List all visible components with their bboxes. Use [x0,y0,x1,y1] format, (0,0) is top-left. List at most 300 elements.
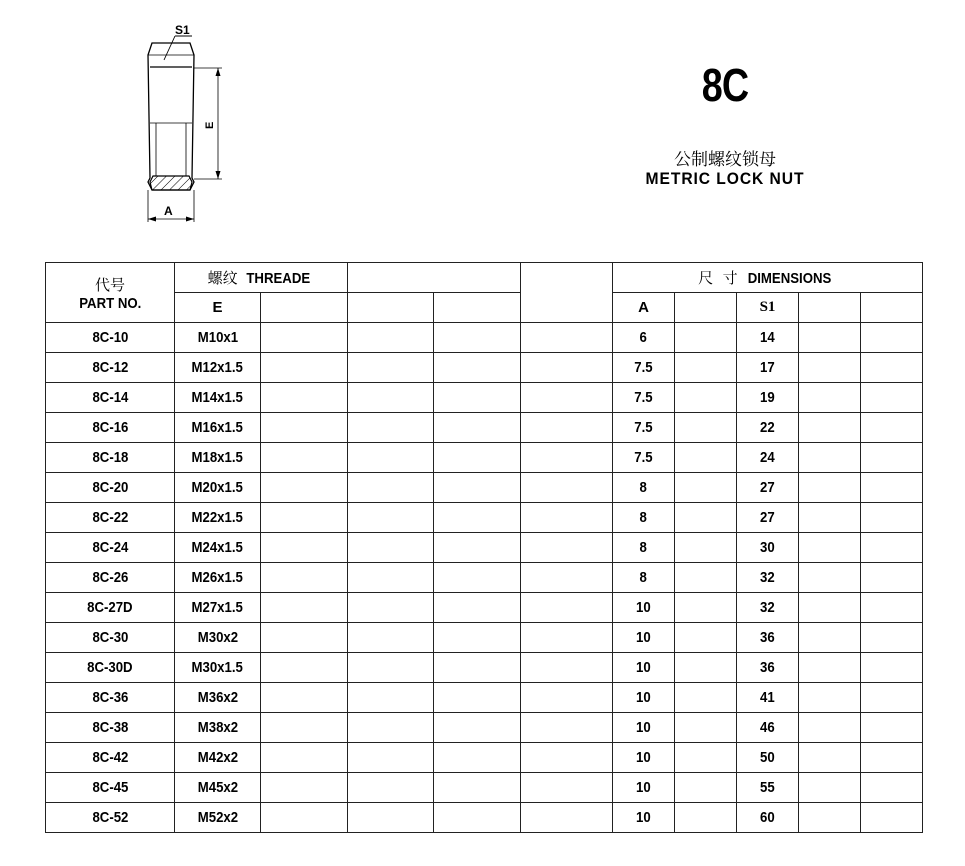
product-code-title: 8C [701,59,749,111]
header-row-1 [46,263,923,293]
cell-dim-a [613,803,675,833]
cell-empty [675,743,737,773]
cell-thread-e-text: M20x1.5 [191,479,244,496]
cell-dim-a [613,683,675,713]
cell-dim-a [613,593,675,623]
header-part-en: PART NO. [78,294,142,312]
cell-thread-e-text: M30x2 [197,629,238,646]
cell-dim-a-text: 8 [639,509,648,526]
cell-empty [675,653,737,683]
cell-dim-a-text: 10 [636,599,651,616]
cell-part-no-text: 8C-20 [92,479,128,496]
cell-empty [799,683,861,713]
cell-empty [434,323,521,353]
cell-empty [521,653,613,683]
cell-empty [348,653,434,683]
cell-empty [434,803,521,833]
table-row [46,413,923,443]
cell-empty [261,383,348,413]
cell-thread-e-text: M26x1.5 [191,569,244,586]
cell-dim-s1-text: 46 [760,719,775,736]
cell-empty [261,623,348,653]
cell-thread-e-text: M18x1.5 [191,449,244,466]
cell-empty [434,713,521,743]
cell-empty [261,803,348,833]
cell-dim-a-text: 8 [639,569,648,586]
cell-dim-a [613,473,675,503]
cell-empty [799,563,861,593]
cell-empty [799,743,861,773]
cell-thread-e [175,503,261,533]
cell-empty [348,563,434,593]
cell-empty [675,563,737,593]
cell-dim-a-text: 7.5 [634,419,653,436]
cell-dim-s1 [737,383,799,413]
cell-empty [861,773,923,803]
cell-dim-s1-text: 32 [760,569,775,586]
cell-part-no-text: 8C-38 [92,719,128,736]
cell-empty [675,353,737,383]
cell-empty [521,503,613,533]
table-row [46,323,923,353]
cell-empty [521,413,613,443]
cell-dim-a [613,743,675,773]
header-col-s1: S1 [737,293,799,323]
cell-dim-s1-text: 32 [760,599,775,616]
cell-dim-s1 [737,473,799,503]
cell-thread-e [175,683,261,713]
cell-thread-e-text: M14x1.5 [191,389,244,406]
cell-empty [861,413,923,443]
cell-empty [521,683,613,713]
table-row [46,623,923,653]
cell-thread-e [175,743,261,773]
cell-dim-s1-text: 50 [760,749,775,766]
cell-empty [521,443,613,473]
cell-empty [799,773,861,803]
cell-empty [348,773,434,803]
cell-empty [261,653,348,683]
cell-empty [261,533,348,563]
cell-part-no-text: 8C-30 [92,629,128,646]
cell-dim-s1-text: 14 [760,329,775,346]
table-row [46,473,923,503]
cell-part-no [46,653,175,683]
header-dim-cn: 尺 寸 [698,269,738,287]
cell-dim-s1 [737,323,799,353]
cell-dim-s1-text: 36 [760,629,775,646]
cell-empty [521,323,613,353]
table-row [46,743,923,773]
cell-dim-s1-text: 19 [760,389,775,406]
cell-part-no [46,473,175,503]
cell-thread-e-text: M42x2 [197,749,238,766]
cell-dim-a [613,383,675,413]
cell-empty [861,353,923,383]
cell-dim-a-text: 10 [636,719,651,736]
cell-dim-a-text: 6 [639,329,648,346]
cell-dim-a-text: 10 [636,749,651,766]
cell-dim-s1 [737,593,799,623]
cell-thread-e-text: M30x1.5 [191,659,244,676]
header-empty [799,293,861,323]
header-empty [261,293,348,323]
cell-empty [521,533,613,563]
cell-dim-a [613,563,675,593]
header-dim-en: DIMENSIONS [747,270,832,287]
table-row [46,503,923,533]
cell-empty [261,593,348,623]
cell-empty [675,383,737,413]
cell-empty [799,353,861,383]
cell-thread-e-text: M22x1.5 [191,509,244,526]
cell-empty [261,323,348,353]
cell-thread-e [175,623,261,653]
cell-empty [348,443,434,473]
cell-part-no-text: 8C-36 [92,689,128,706]
cell-empty [675,713,737,743]
header-blank-2 [521,263,613,323]
cell-dim-s1-text: 24 [760,449,775,466]
cell-part-no [46,353,175,383]
header-col-e: E [175,293,261,323]
cell-part-no [46,773,175,803]
cell-empty [861,653,923,683]
cell-empty [521,713,613,743]
header-part-cn: 代号 [94,275,125,294]
cell-empty [861,593,923,623]
cell-empty [348,323,434,353]
cell-empty [261,353,348,383]
cell-part-no [46,533,175,563]
header-empty [348,293,434,323]
cell-empty [861,533,923,563]
header-row-2 [46,293,923,323]
cell-part-no [46,323,175,353]
cell-empty [675,413,737,443]
cell-empty [434,683,521,713]
cell-empty [434,353,521,383]
cell-thread-e [175,383,261,413]
table-row [46,533,923,563]
cell-empty [261,473,348,503]
cell-empty [861,503,923,533]
cell-empty [861,803,923,833]
cell-empty [675,443,737,473]
cell-part-no [46,623,175,653]
cell-dim-a-text: 7.5 [634,359,653,376]
cell-empty [675,323,737,353]
cell-thread-e [175,323,261,353]
cell-dim-a [613,443,675,473]
table-row [46,353,923,383]
cell-thread-e-text: M10x1 [197,329,238,346]
cell-empty [348,473,434,503]
cell-part-no-text: 8C-26 [92,569,128,586]
cell-dim-s1 [737,713,799,743]
cell-dim-a [613,323,675,353]
cell-dim-a [613,503,675,533]
cell-empty [799,503,861,533]
cell-empty [861,743,923,773]
cell-thread-e-text: M38x2 [197,719,238,736]
cell-dim-a-text: 7.5 [634,389,653,406]
cell-empty [799,323,861,353]
cell-dim-a-text: 7.5 [634,449,653,466]
cell-empty [675,533,737,563]
cell-part-no-text: 8C-27D [87,599,133,616]
cell-thread-e [175,473,261,503]
cell-dim-a-text: 10 [636,779,651,796]
cell-empty [521,773,613,803]
cell-dim-a [613,773,675,803]
spec-table [45,262,923,833]
cell-empty [434,383,521,413]
cell-empty [434,503,521,533]
cell-part-no-text: 8C-42 [92,749,128,766]
cell-empty [348,413,434,443]
cell-empty [675,773,737,803]
cell-empty [521,563,613,593]
cell-part-no-text: 8C-14 [92,389,128,406]
cell-dim-a-text: 8 [639,479,648,496]
cell-empty [861,563,923,593]
header-blank-1 [348,263,521,293]
cell-empty [861,473,923,503]
cell-part-no-text: 8C-22 [92,509,128,526]
cell-empty [675,503,737,533]
cell-empty [521,383,613,413]
cell-dim-a [613,653,675,683]
cell-dim-a-text: 10 [636,809,651,826]
cell-thread-e-text: M36x2 [197,689,238,706]
cell-part-no-text: 8C-12 [92,359,128,376]
table-row [46,593,923,623]
cell-part-no [46,803,175,833]
cell-empty [521,803,613,833]
cell-thread-e [175,413,261,443]
cell-empty [348,533,434,563]
cell-dim-s1 [737,503,799,533]
cell-dim-a [613,353,675,383]
cell-dim-s1-text: 22 [760,419,775,436]
cell-dim-s1-text: 36 [760,659,775,676]
cell-empty [261,743,348,773]
lock-nut-drawing [120,10,240,230]
label-e: E [204,121,216,129]
cell-part-no-text: 8C-30D [87,659,133,676]
cell-empty [348,623,434,653]
cell-empty [434,563,521,593]
cell-empty [261,773,348,803]
cell-dim-a-text: 10 [636,659,651,676]
cell-empty [348,383,434,413]
cell-empty [799,623,861,653]
cell-dim-s1-text: 27 [760,479,775,496]
cell-empty [348,713,434,743]
cell-dim-s1 [737,533,799,563]
cell-empty [434,413,521,443]
cell-dim-s1 [737,413,799,443]
cell-part-no [46,443,175,473]
cell-part-no-text: 8C-24 [92,539,128,556]
cell-empty [675,683,737,713]
cell-dim-s1 [737,773,799,803]
cell-dim-a [613,413,675,443]
cell-part-no-text: 8C-45 [92,779,128,796]
cell-empty [799,533,861,563]
cell-part-no [46,743,175,773]
header-thread [175,263,348,293]
cell-dim-a-text: 8 [639,539,648,556]
cell-empty [799,413,861,443]
cell-thread-e [175,353,261,383]
cell-dim-a [613,533,675,563]
cell-empty [861,683,923,713]
cell-part-no-text: 8C-10 [92,329,128,346]
product-name-cn: 公制螺纹锁母 [674,150,776,170]
header-empty [434,293,521,323]
table-row [46,713,923,743]
cell-part-no [46,413,175,443]
cell-thread-e-text: M52x2 [197,809,238,826]
cell-dim-s1-text: 27 [760,509,775,526]
cell-empty [861,443,923,473]
cell-thread-e [175,533,261,563]
cell-empty [434,443,521,473]
cell-dim-s1-text: 17 [760,359,775,376]
cell-empty [348,683,434,713]
cell-thread-e [175,803,261,833]
table-row [46,773,923,803]
table-row [46,653,923,683]
table-row [46,683,923,713]
cell-empty [675,623,737,653]
cell-empty [434,743,521,773]
cell-dim-s1 [737,563,799,593]
cell-empty [861,383,923,413]
cell-thread-e [175,713,261,743]
cell-dim-s1 [737,803,799,833]
cell-empty [861,323,923,353]
header-part-no [46,263,175,323]
cell-part-no [46,383,175,413]
cell-part-no-text: 8C-18 [92,449,128,466]
cell-empty [261,503,348,533]
cell-part-no [46,683,175,713]
cell-dim-s1-text: 55 [760,779,775,796]
header-thread-en: THREADE [246,270,310,287]
cell-dim-s1 [737,653,799,683]
header-thread-cn: 螺纹 [207,269,238,287]
label-s1: S1 [175,23,190,37]
cell-empty [434,473,521,503]
cell-dim-a-text: 10 [636,689,651,706]
cell-empty [799,803,861,833]
cell-empty [348,503,434,533]
cell-empty [434,593,521,623]
cell-thread-e-text: M12x1.5 [191,359,244,376]
cell-part-no [46,713,175,743]
header-col-a: A [613,293,675,323]
cell-part-no [46,593,175,623]
cell-thread-e-text: M27x1.5 [191,599,244,616]
cell-thread-e-text: M45x2 [197,779,238,796]
cell-empty [348,353,434,383]
cell-empty [799,383,861,413]
table-row [46,443,923,473]
cell-empty [521,623,613,653]
cell-thread-e-text: M16x1.5 [191,419,244,436]
cell-dim-a [613,713,675,743]
header-empty [861,293,923,323]
cell-dim-s1 [737,743,799,773]
cell-thread-e [175,593,261,623]
cell-empty [521,473,613,503]
cell-dim-s1-text: 41 [760,689,775,706]
cell-empty [675,473,737,503]
table-row [46,803,923,833]
cell-empty [434,653,521,683]
cell-empty [799,653,861,683]
cell-empty [434,533,521,563]
cell-dim-s1 [737,443,799,473]
header-empty [675,293,737,323]
cell-empty [348,743,434,773]
cell-dim-a-text: 10 [636,629,651,646]
cell-dim-s1-text: 30 [760,539,775,556]
cell-empty [799,473,861,503]
cell-part-no [46,563,175,593]
cell-empty [799,713,861,743]
cell-empty [261,443,348,473]
cell-thread-e [175,653,261,683]
cell-dim-s1 [737,623,799,653]
product-name-en: METRIC LOCK NUT [645,169,805,188]
cell-dim-s1 [737,353,799,383]
cell-thread-e-text: M24x1.5 [191,539,244,556]
cell-empty [261,563,348,593]
cell-part-no [46,503,175,533]
cell-thread-e [175,443,261,473]
cell-empty [348,593,434,623]
cell-thread-e [175,773,261,803]
cell-part-no-text: 8C-16 [92,419,128,436]
header-dimensions [613,263,923,293]
cell-dim-s1 [737,683,799,713]
label-a: A [164,204,173,218]
cell-empty [861,713,923,743]
cell-empty [521,593,613,623]
cell-part-no-text: 8C-52 [92,809,128,826]
cell-empty [675,593,737,623]
cell-empty [675,803,737,833]
cell-thread-e [175,563,261,593]
table-row [46,383,923,413]
cell-empty [348,803,434,833]
cell-empty [261,413,348,443]
cell-empty [861,623,923,653]
cell-empty [799,593,861,623]
cell-dim-s1-text: 60 [760,809,775,826]
cell-empty [521,743,613,773]
cell-dim-a [613,623,675,653]
cell-empty [799,443,861,473]
cell-empty [261,713,348,743]
table-row [46,563,923,593]
cell-empty [521,353,613,383]
cell-empty [434,773,521,803]
